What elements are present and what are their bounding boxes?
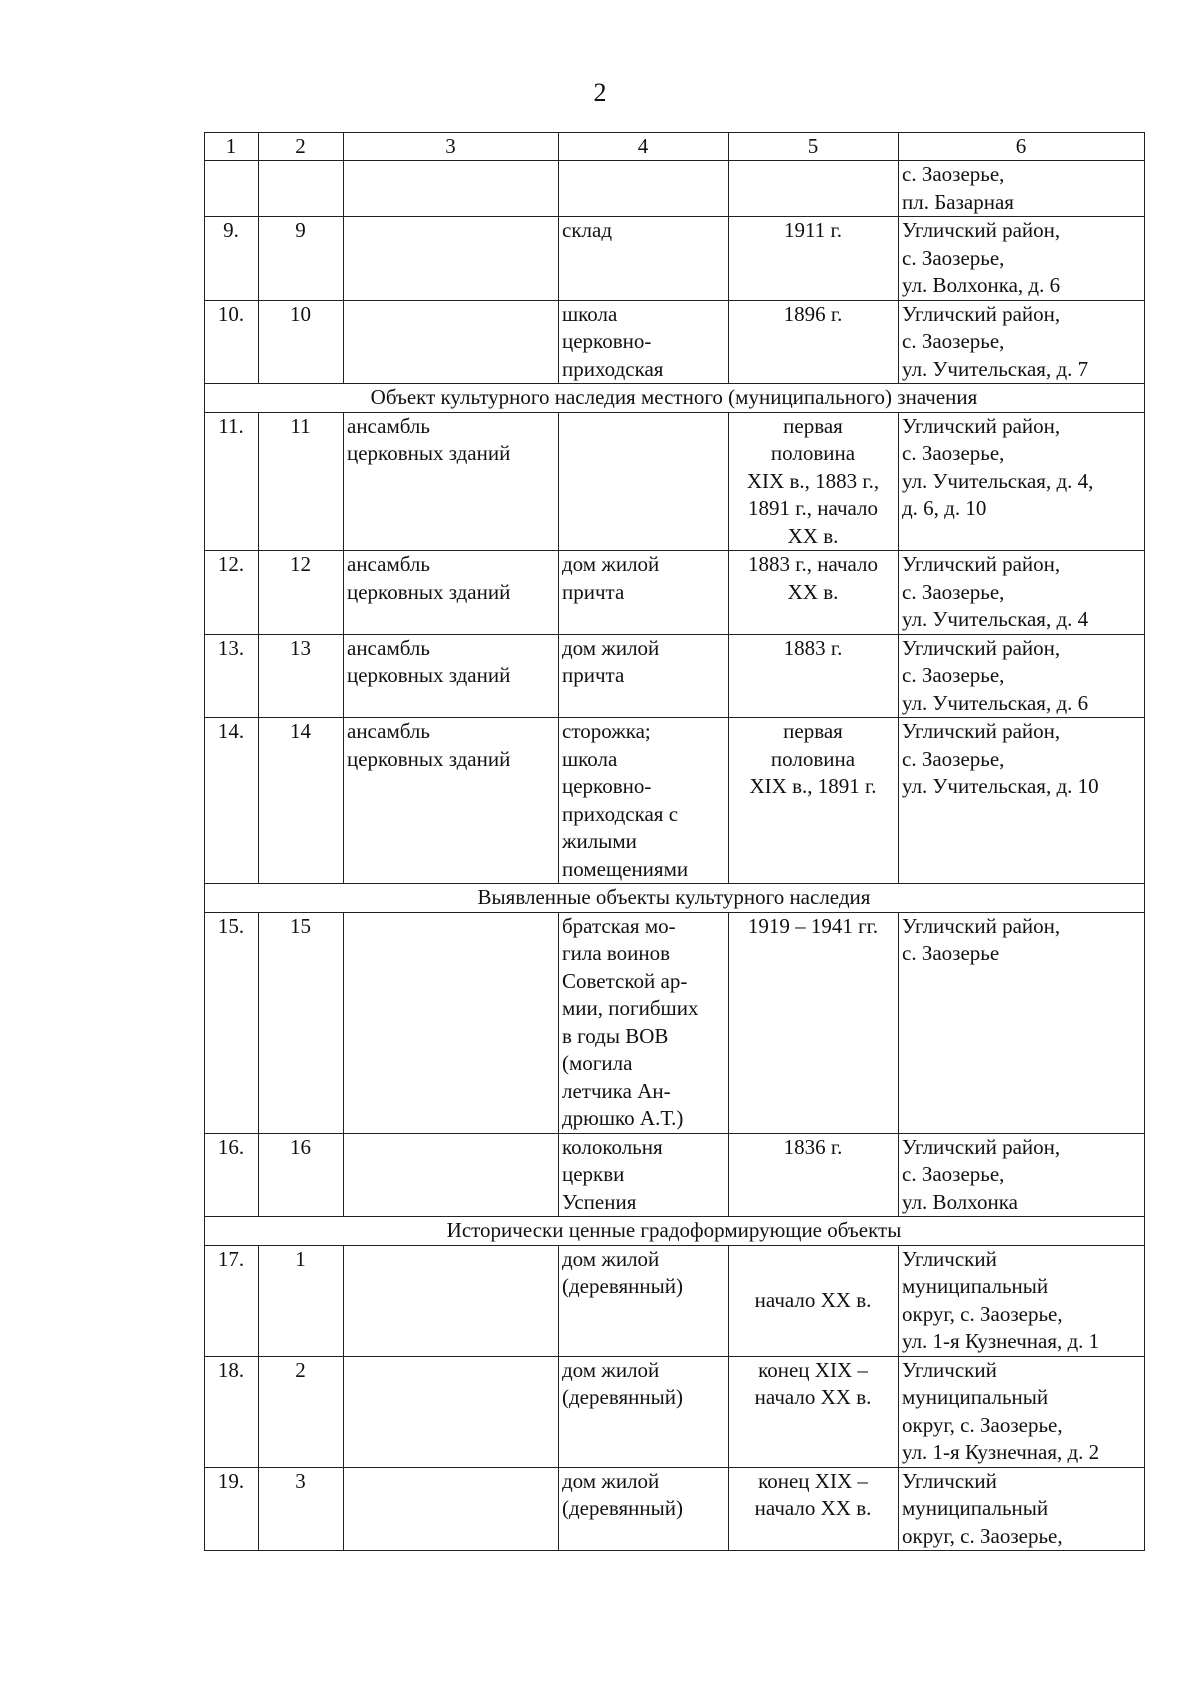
column-number-header-row [205, 133, 1145, 161]
cell-object-name: сторожка; школа церковно- приходская с жилыми помещениями [559, 718, 729, 884]
cell-address: Угличский район, с. Заозерье, ул. Учительская, д. 7 [899, 300, 1145, 384]
cell-number [259, 161, 344, 217]
cell-date [729, 161, 899, 217]
section-title-historic-objects: Исторически ценные градоформирующие объекты [205, 1217, 1145, 1246]
cell-index: 9. [205, 217, 259, 301]
cell-ensemble: ансамбль церковных зданий [344, 718, 559, 884]
cell-ensemble [344, 1356, 559, 1467]
table-row [205, 1356, 1145, 1467]
cell-number: 2 [259, 1356, 344, 1467]
cell-ensemble [344, 300, 559, 384]
cell-date: 1836 г. [729, 1133, 899, 1217]
section-header-row [205, 384, 1145, 413]
cell-object-name: братская мо- гила воинов Советской ар- мии, погибших в годы ВОВ (могила летчика Ан- дрюшко А.Т.) [559, 912, 729, 1133]
table-row [205, 634, 1145, 718]
cell-date: конец XIX – начало XX в. [729, 1356, 899, 1467]
cell-address: Угличский район, с. Заозерье, ул. Учительская, д. 10 [899, 718, 1145, 884]
table-row [205, 912, 1145, 1133]
cell-address: Угличский муниципальный округ, с. Заозерье, [899, 1467, 1145, 1551]
cell-date: 1919 – 1941 гг. [729, 912, 899, 1133]
cell-index: 11. [205, 412, 259, 551]
table-row [205, 300, 1145, 384]
cell-ensemble [344, 161, 559, 217]
cell-address: Угличский район, с. Заозерье, ул. Учительская, д. 4, д. 6, д. 10 [899, 412, 1145, 551]
cell-date: 1896 г. [729, 300, 899, 384]
cell-object-name [559, 412, 729, 551]
cell-index: 12. [205, 551, 259, 635]
cell-number: 12 [259, 551, 344, 635]
cell-index: 10. [205, 300, 259, 384]
cell-number: 13 [259, 634, 344, 718]
cell-address: с. Заозерье, пл. Базарная [899, 161, 1145, 217]
cell-object-name: дом жилой (деревянный) [559, 1245, 729, 1356]
cell-object-name: дом жилой (деревянный) [559, 1356, 729, 1467]
cell-index: 14. [205, 718, 259, 884]
cell-ensemble: ансамбль церковных зданий [344, 412, 559, 551]
cell-index: 16. [205, 1133, 259, 1217]
column-header: 5 [729, 133, 899, 161]
cell-object-name: школа церковно- приходская [559, 300, 729, 384]
cell-date: 1883 г., начало XX в. [729, 551, 899, 635]
cell-object-name: дом жилой причта [559, 551, 729, 635]
cell-ensemble [344, 1467, 559, 1551]
column-header: 1 [205, 133, 259, 161]
cell-number: 9 [259, 217, 344, 301]
cell-ensemble [344, 1133, 559, 1217]
cell-object-name: колокольня церкви Успения [559, 1133, 729, 1217]
cell-object-name: склад [559, 217, 729, 301]
cell-address: Угличский район, с. Заозерье, ул. Учительская, д. 4 [899, 551, 1145, 635]
cell-index: 13. [205, 634, 259, 718]
cell-number: 15 [259, 912, 344, 1133]
table-row [205, 217, 1145, 301]
cell-index: 15. [205, 912, 259, 1133]
table-row [205, 1245, 1145, 1356]
cell-address: Угличский муниципальный округ, с. Заозерье, ул. 1-я Кузнечная, д. 1 [899, 1245, 1145, 1356]
section-title-identified-objects: Выявленные объекты культурного наследия [205, 884, 1145, 913]
column-header: 4 [559, 133, 729, 161]
table-row [205, 1467, 1145, 1551]
cell-number: 14 [259, 718, 344, 884]
cell-number: 1 [259, 1245, 344, 1356]
heritage-objects-table [204, 132, 1145, 1551]
cell-index: 17. [205, 1245, 259, 1356]
cell-number: 16 [259, 1133, 344, 1217]
table-row [205, 718, 1145, 884]
cell-object-name: дом жилой причта [559, 634, 729, 718]
cell-ensemble: ансамбль церковных зданий [344, 551, 559, 635]
cell-number: 11 [259, 412, 344, 551]
cell-date: первая половина XIX в., 1883 г., 1891 г., начало XX в. [729, 412, 899, 551]
section-header-row [205, 1217, 1145, 1246]
cell-address: Угличский район, с. Заозерье, ул. Учительская, д. 6 [899, 634, 1145, 718]
cell-ensemble [344, 217, 559, 301]
cell-date: 1911 г. [729, 217, 899, 301]
cell-index: 19. [205, 1467, 259, 1551]
table-row [205, 1133, 1145, 1217]
cell-date: первая половина XIX в., 1891 г. [729, 718, 899, 884]
cell-address: Угличский район, с. Заозерье, ул. Волхонка [899, 1133, 1145, 1217]
cell-ensemble: ансамбль церковных зданий [344, 634, 559, 718]
cell-index [205, 161, 259, 217]
column-header: 3 [344, 133, 559, 161]
table-row [205, 412, 1145, 551]
cell-date: начало XX в. [729, 1245, 899, 1356]
cell-address: Угличский район, с. Заозерье, ул. Волхонка, д. 6 [899, 217, 1145, 301]
section-header-row [205, 884, 1145, 913]
column-header: 6 [899, 133, 1145, 161]
cell-address: Угличский муниципальный округ, с. Заозерье, ул. 1-я Кузнечная, д. 2 [899, 1356, 1145, 1467]
table-row-continuation [205, 161, 1145, 217]
section-title-local-significance: Объект культурного наследия местного (муниципального) значения [205, 384, 1145, 413]
column-header: 2 [259, 133, 344, 161]
cell-ensemble [344, 1245, 559, 1356]
cell-object-name [559, 161, 729, 217]
cell-date: 1883 г. [729, 634, 899, 718]
cell-ensemble [344, 912, 559, 1133]
cell-date: конец XIX – начало XX в. [729, 1467, 899, 1551]
cell-object-name: дом жилой (деревянный) [559, 1467, 729, 1551]
table-row [205, 551, 1145, 635]
page-number: 2 [593, 78, 607, 107]
cell-index: 18. [205, 1356, 259, 1467]
cell-address: Угличский район, с. Заозерье [899, 912, 1145, 1133]
cell-number: 10 [259, 300, 344, 384]
cell-number: 3 [259, 1467, 344, 1551]
